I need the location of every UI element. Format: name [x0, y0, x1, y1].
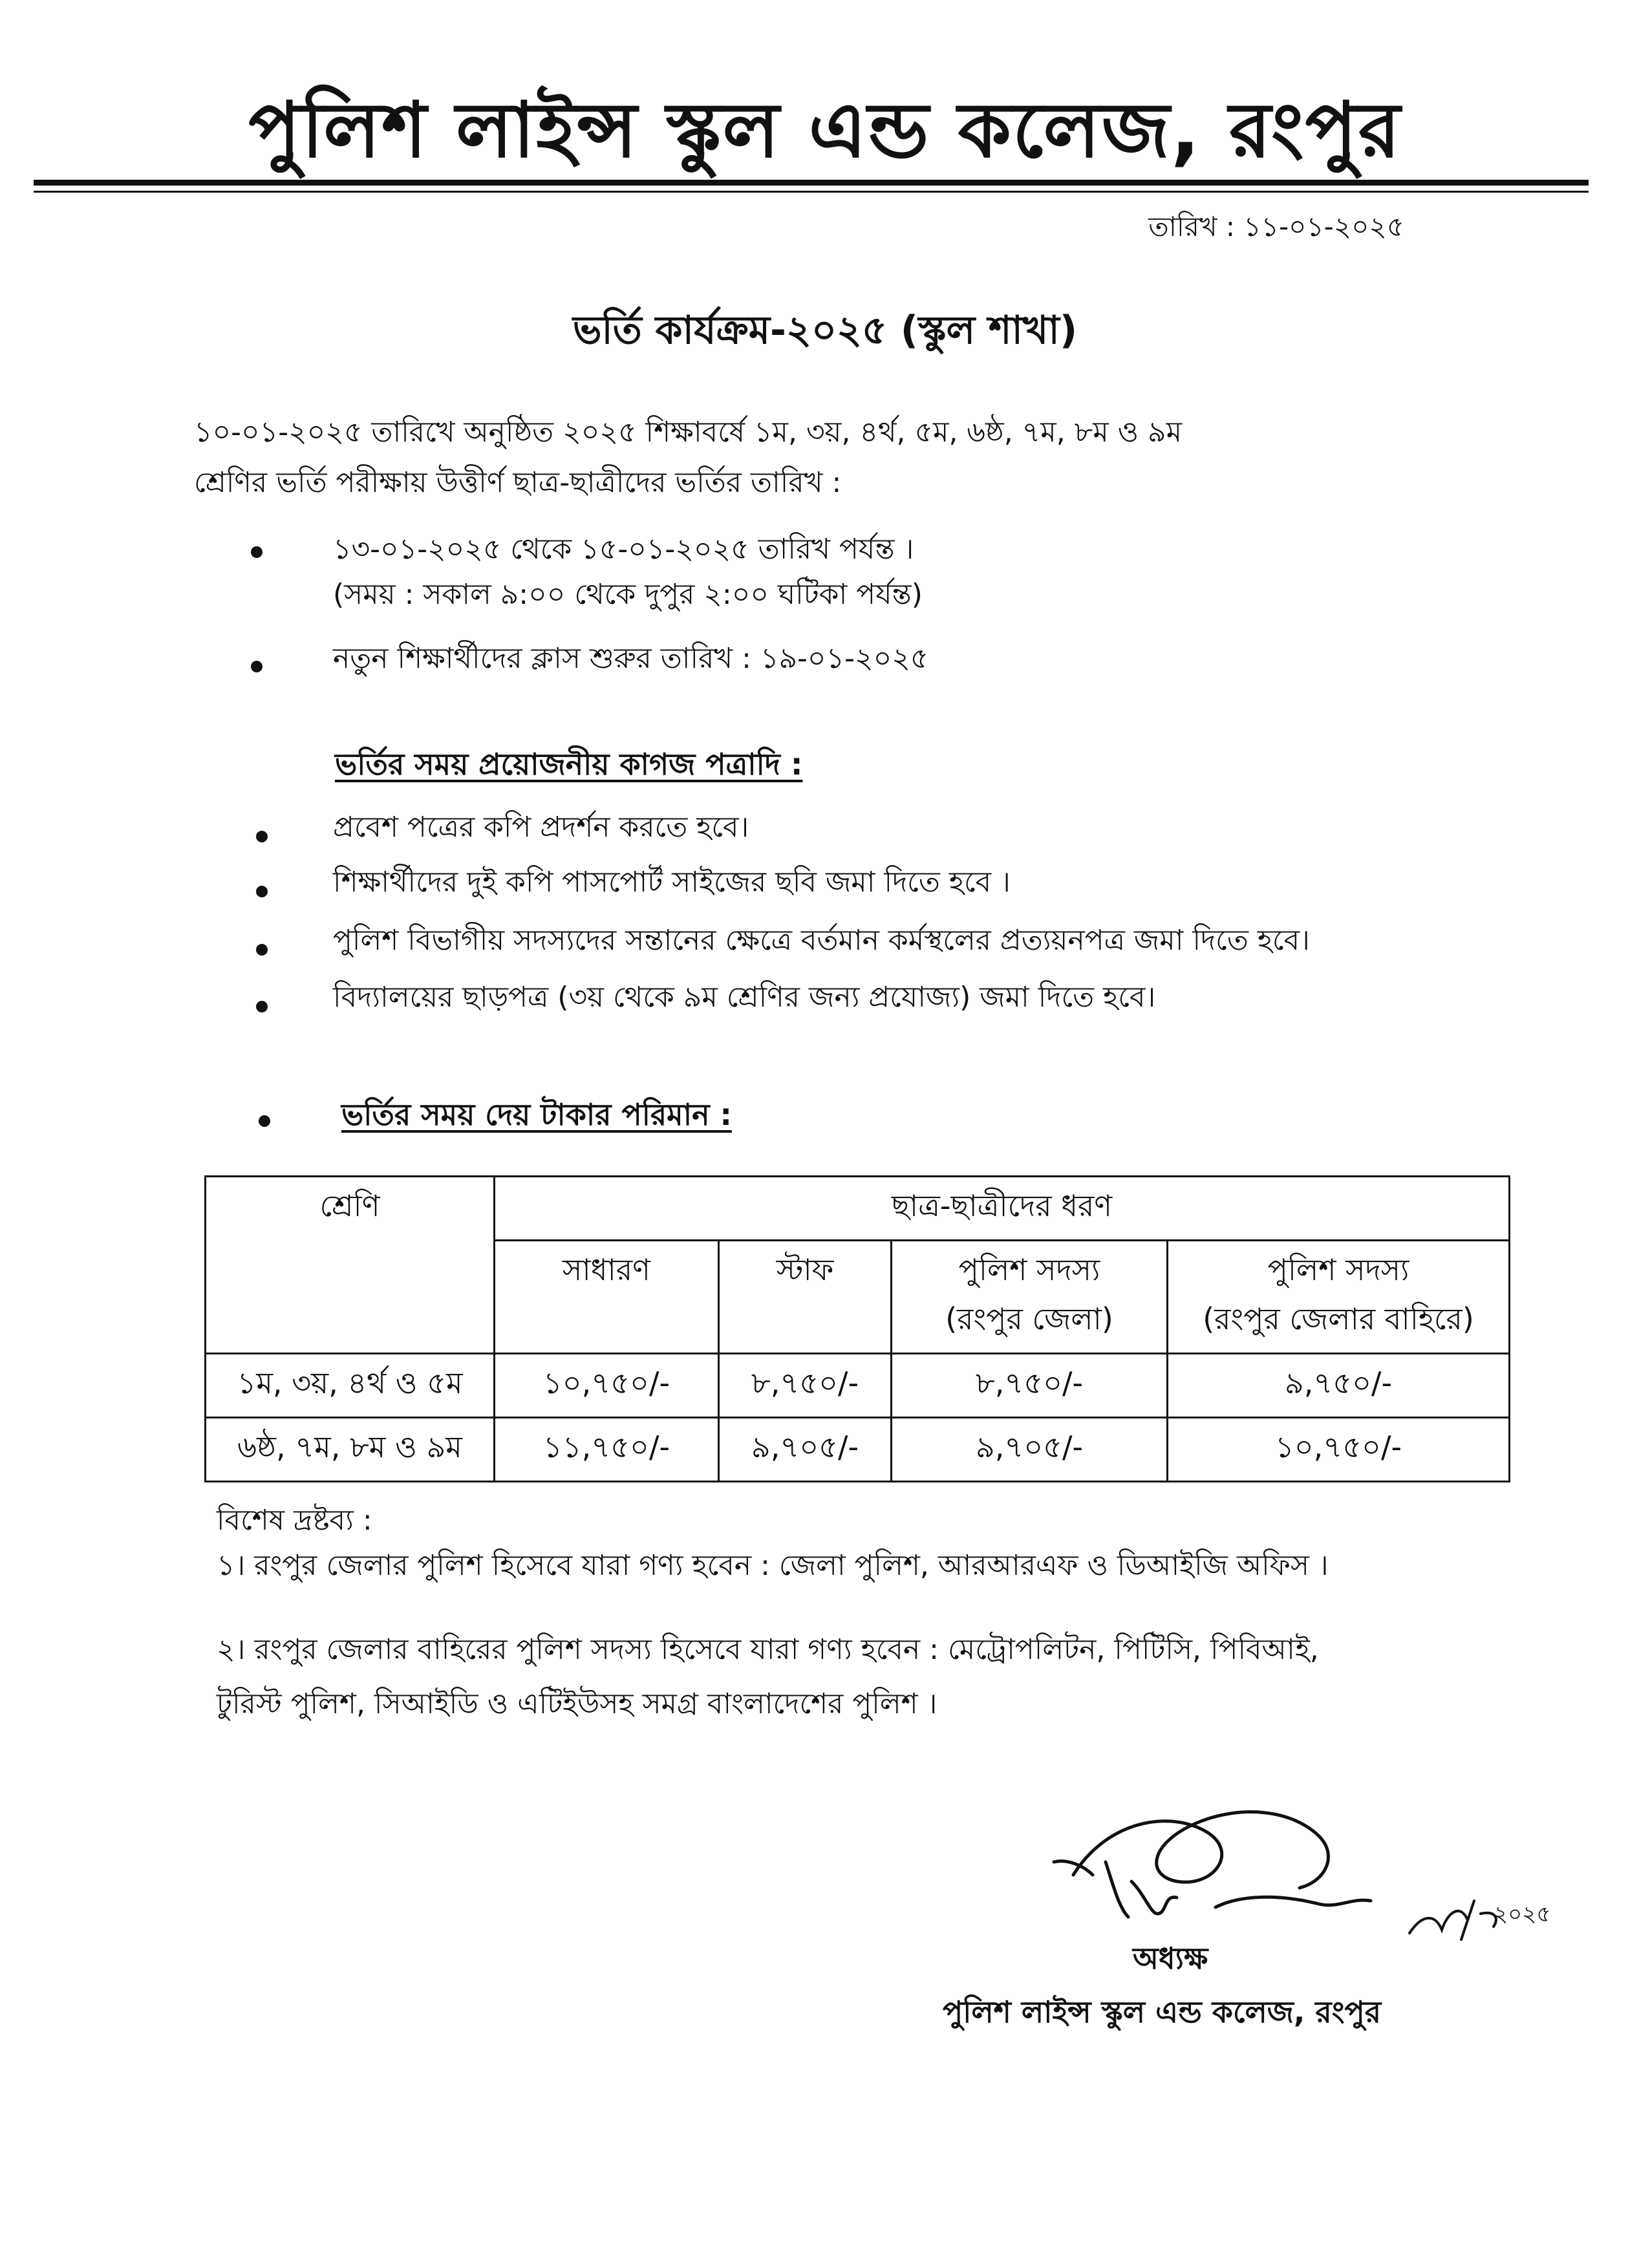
svg-text:২০২৫: ২০২৫	[1494, 1901, 1551, 1927]
document-item: শিক্ষার্থীদের দুই কপি পাসপোর্ট সাইজের ছবি জমা দিতে হবে ।	[333, 866, 1011, 899]
column-header-line: স্টাফ	[776, 1252, 834, 1287]
notice-date: তারিখ : ১১-০১-২০২৫	[1148, 211, 1404, 242]
table-row	[206, 1354, 1510, 1418]
principal-signature-image	[1047, 1784, 1551, 1952]
fees-heading: ভর্তির সময় দেয় টাকার পরিমান :	[341, 1097, 732, 1132]
schedule-dates: ১৩-০১-২০২৫ থেকে ১৫-০১-২০২৫ তারিখ পর্যন্ত ।	[333, 533, 914, 566]
header-rule-thick	[34, 180, 1589, 186]
schedule-item-1	[333, 527, 923, 617]
bullet-icon	[256, 944, 268, 956]
fee-cell: ৯,৭০৫/-	[719, 1418, 892, 1482]
table-row	[206, 1418, 1510, 1482]
table-header-row	[206, 1177, 1510, 1241]
column-header-line: পুলিশ সদস্য	[958, 1252, 1100, 1287]
fees-table	[204, 1175, 1510, 1482]
fee-cell: ১০,৭৫০/-	[495, 1354, 719, 1418]
bullet-icon	[256, 886, 268, 897]
class-header: শ্রেণি	[319, 1188, 380, 1223]
signatory-role: অধ্যক্ষ	[1133, 1941, 1208, 1976]
bullet-icon	[256, 831, 268, 842]
fee-cell: ১১,৭৫০/-	[495, 1418, 719, 1482]
column-header	[892, 1241, 1168, 1354]
column-header	[1168, 1241, 1510, 1354]
class-cell: ৬ষ্ঠ, ৭ম, ৮ম ও ৯ম	[206, 1418, 495, 1482]
signatory-organization: পুলিশ লাইন্স স্কুল এন্ড কলেজ, রংপুর	[943, 1995, 1382, 2029]
fee-cell: ৮,৭৫০/-	[719, 1354, 892, 1418]
note-2	[217, 1623, 1542, 1731]
schedule-time: (সময় : সকাল ৯:০০ থেকে দুপুর ২:০০ ঘটিকা পর্যন্ত)	[333, 578, 923, 611]
intro-paragraph	[194, 407, 1487, 508]
fee-cell: ৮,৭৫০/-	[892, 1354, 1168, 1418]
fee-cell: ৯,৭৫০/-	[1168, 1354, 1510, 1418]
bullet-icon	[256, 1001, 268, 1012]
documents-heading: ভর্তির সময় প্রয়োজনীয় কাগজ পত্রাদি :	[335, 747, 803, 782]
document-item: বিদ্যালয়ের ছাড়পত্র (৩য় থেকে ৯ম শ্রেণির জন্য প্রযোজ্য) জমা দিতে হবে।	[333, 981, 1156, 1014]
fee-cell: ৯,৭০৫/-	[892, 1418, 1168, 1482]
column-header-line: সাধারণ	[562, 1252, 650, 1287]
class-start-date: নতুন শিক্ষার্থীদের ক্লাস শুরুর তারিখ : ১৯-০১-২০২৫	[333, 642, 929, 675]
group-header-cell	[495, 1177, 1510, 1241]
column-header	[495, 1241, 719, 1354]
class-cell: ১ম, ৩য়, ৪র্থ ও ৫ম	[206, 1354, 495, 1418]
notice-title: ভর্তি কার্যক্রম-২০২৫ (স্কুল শাখা)	[572, 308, 1078, 353]
group-header: ছাত্র-ছাত্রীদের ধরণ	[891, 1188, 1113, 1223]
note-2-line-2: টুরিস্ট পুলিশ, সিআইডি ও এটিইউসহ সমগ্র বাংলাদেশের পুলিশ ।	[217, 1687, 938, 1720]
class-header-cell	[206, 1177, 495, 1354]
document-item: প্রবেশ পত্রের কপি প্রদর্শন করতে হবে।	[333, 811, 749, 844]
notes-heading: বিশেষ দ্রষ্টব্য :	[217, 1504, 372, 1537]
schedule-item-2	[333, 636, 928, 681]
bullet-icon	[251, 661, 262, 672]
fee-cell: ১০,৭৫০/-	[1168, 1418, 1510, 1482]
header-rule-thin	[34, 191, 1589, 193]
bullet-icon	[251, 546, 262, 558]
column-header-line: পুলিশ সদস্য	[1267, 1252, 1409, 1287]
intro-line-2: শ্রেণির ভর্তি পরীক্ষায় উত্তীর্ণ ছাত্র-ছাত্রীদের ভর্তির তারিখ :	[194, 466, 842, 499]
intro-line-1: ১০-০১-২০২৫ তারিখে অনুষ্ঠিত ২০২৫ শিক্ষাবর্ষে ১ম, ৩য়, ৪র্থ, ৫ম, ৬ষ্ঠ, ৭ম, ৮ম ও ৯ম	[194, 416, 1183, 449]
column-header-line: (রংপুর জেলার বাহিরে)	[1203, 1301, 1474, 1336]
note-1: ১। রংপুর জেলার পুলিশ হিসেবে যারা গণ্য হবেন : জেলা পুলিশ, আরআরএফ ও ডিআইজি অফিস ।	[217, 1549, 1329, 1582]
column-header-line: (রংপুর জেলা)	[945, 1301, 1113, 1336]
bullet-icon	[259, 1115, 270, 1127]
institution-title: পুলিশ লাইন্স স্কুল এন্ড কলেজ, রংপুর	[248, 85, 1402, 175]
column-header	[719, 1241, 892, 1354]
document-item: পুলিশ বিভাগীয় সদস্যদের সন্তানের ক্ষেত্রে বর্তমান কর্মস্থলের প্রত্যয়নপত্র জমা দিতে হবে।	[333, 924, 1310, 957]
note-2-line-1: ২। রংপুর জেলার বাহিরের পুলিশ সদস্য হিসেবে যারা গণ্য হবেন : মেট্রোপলিটন, পিটিসি, পিবিআই,	[217, 1633, 1319, 1666]
